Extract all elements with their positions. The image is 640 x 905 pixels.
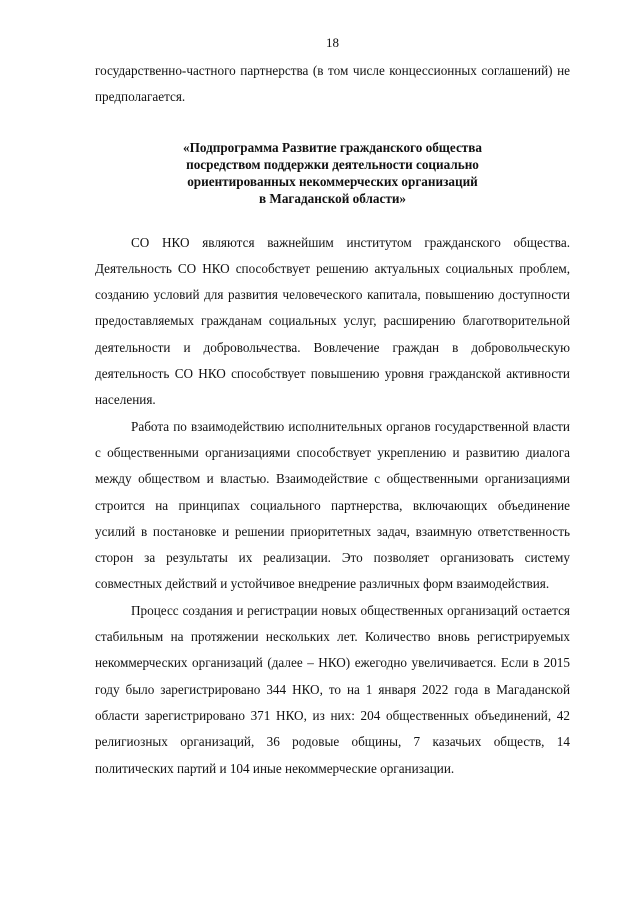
body-paragraph: СО НКО являются важнейшим институтом гражданского общества. Деятельность СО НКО способствует решению актуальных социальных проблем, созданию условий для развития человеческого капитала, повышению доступности предоставляемых гражданам социальных услуг, расширению благотворительной деятельности и добровольчества. Вовлечение граждан в добровольческую деятельность СО НКО способствует повышению уровня гражданской активности населения. (95, 234, 570, 408)
section-heading (95, 139, 570, 207)
body-paragraph: Работа по взаимодействию исполнительных органов государственной власти с общественными организациями способствует укреплению и развитию диалога между обществом и властью. Взаимодействие с общественными организациями строится на принципах социального партнерства, включающих объединение усилий в постановке и решении приоритетных задач, взаимную ответственность сторон за результаты их реализации. Это позволяет организовать систему совместных действий и устойчивое внедрение различных форм взаимодействия. (95, 418, 570, 592)
heading-line: посредством поддержки деятельности социально (186, 156, 479, 172)
intro-paragraph: государственно-частного партнерства (в том числе концессионных соглашений) не предполагается. (95, 63, 570, 105)
heading-line: ориентированных некоммерческих организаций (187, 173, 478, 189)
body-paragraph: Процесс создания и регистрации новых общественных организаций остается стабильным на протяжении нескольких лет. Количество вновь регистрируемых некоммерческих организаций (далее – НКО) ежегодно увеличивается. Если в 2015 году было зарегистрировано 344 НКО, то на 1 января 2022 года в Магаданской области зарегистрировано 371 НКО, из них: 204 общественных объединений, 42 религиозных организаций, 36 родовые общины, 7 казачьих обществ, 14 политических партий и 104 иные некоммерческие организации. (95, 602, 570, 776)
heading-line: «Подпрограмма Развитие гражданского общества (183, 139, 482, 155)
heading-line: в Магаданской области» (258, 190, 407, 206)
page-number: 18 (326, 35, 339, 50)
